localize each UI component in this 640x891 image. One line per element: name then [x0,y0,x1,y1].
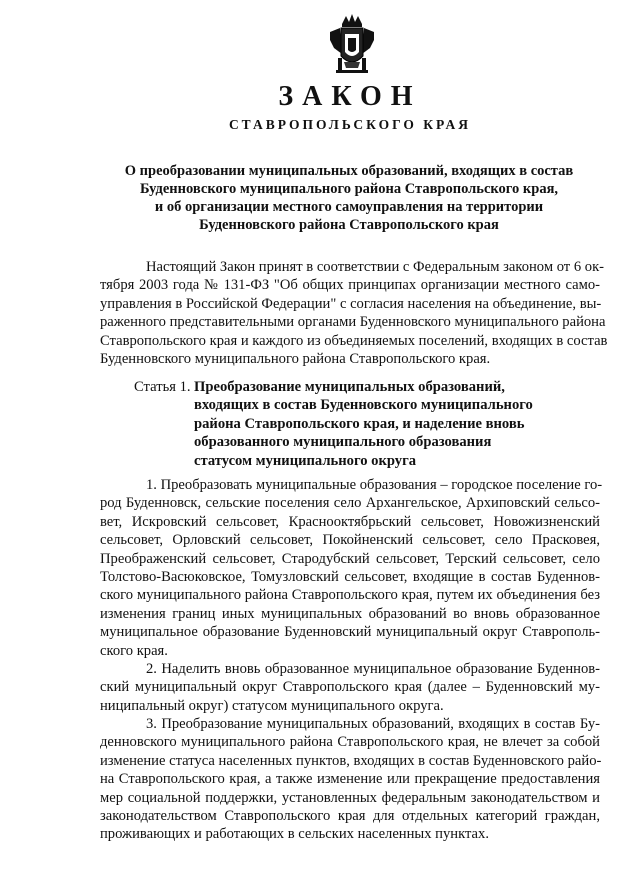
text-line: Ставропольского края и каждого из объединяемых поселений, входящих в состав [100,332,608,349]
text-line: мер социальной поддержки, установленных федеральным законодательством и [100,789,600,806]
heading-line: Буденновского муниципального района Ставропольского края, [139,181,559,197]
text-line: тября 2003 года № 131-ФЗ "Об общих принципах организации местного само- [100,277,600,294]
text-line: 2. Наделить вновь образованное муниципальное образование Буденнов- [146,661,600,677]
text-line: муниципальное образование Буденновский муниципальный округ Ставрополь- [100,624,600,641]
text-line: Настоящий Закон принят в соответствии с Федеральным законом от 6 ок- [146,259,605,275]
clause-3 [100,715,600,844]
text-line: сельсовет, Орловский сельсовет, Покойненский сельсовет, село Прасковея, [100,532,600,549]
text-line: Преображенский сельсовет, Стародубский сельсовет, Терский сельсовет, село [100,550,600,567]
article-title-line: Преобразование муниципальных образований, [194,379,505,395]
article-title-line: образованного муниципального образования [194,434,492,451]
text-line: 1. Преобразовать муниципальные образования – городское поселение го- [146,477,603,493]
text-line: на Ставропольского края, а также изменение или прекращение предоставления [100,771,600,788]
text-line: изменение статуса населенных пунктов, входящих в состав Буденновского райо- [100,752,602,769]
heading-line: и об организации местного самоуправления на территории [154,199,544,215]
text-line: ского края. [100,642,168,659]
preamble-paragraph [100,258,608,368]
clause-1 [100,476,603,660]
clause-2 [100,660,600,715]
heading-line: О преобразовании муниципальных образований, входящих в состав [124,163,574,179]
text-line: проживающих и работающих в сельских населенных пунктах. [100,826,489,843]
article-label: Статья 1. [134,379,191,395]
text-line: род Буденновск, сельские поселения село Архангельское, Архиповский сельсо- [100,495,600,512]
text-line: Толстово-Васюковское, Томузловский сельсовет, входящие в состав Буденнов- [100,569,600,586]
text-line: Буденновского муниципального района Ставропольского края. [100,351,491,368]
article-title-line: входящих в состав Буденновского муниципального [194,397,533,414]
law-subtitle: СТАВРОПОЛЬСКОГО КРАЯ [228,117,472,132]
text-line: денновского муниципального района Ставропольского края, не влечет за собой [100,734,600,751]
text-line: ский муниципальный округ Ставропольского края (далее – Буденновский му- [100,679,600,696]
text-line: ниципальный округ) статусом муниципального округа. [100,697,444,714]
article-title [194,378,533,470]
text-line: раженного представительными органами Буденновского муниципального района [100,314,606,331]
law-title: ЗАКОН [278,81,422,112]
heading-line: Буденновского района Ставропольского края [199,217,499,233]
text-line: вет, Искровский сельсовет, Краснооктябрьский сельсовет, Новожизненский [100,513,600,530]
text-line: изменения границ иных муниципальных образований во вновь образованное [100,605,600,622]
text-line: 3. Преобразование муниципальных образований, входящих в состав Бу- [146,716,600,732]
text-line: законодательством Ставропольского края для отдельных категорий граждан, [100,808,600,825]
article-title-line: статусом муниципального округа [194,452,417,469]
article-title-line: района Ставропольского края, и наделение вновь [194,415,525,432]
stavropol-coat-of-arms-icon [328,14,376,74]
text-line: ского муниципального района Ставропольского края, путем их объединения без [100,587,600,604]
law-heading [100,162,598,234]
text-line: управления в Российской Федерации" с согласия населения на объединение, вы- [100,295,602,312]
